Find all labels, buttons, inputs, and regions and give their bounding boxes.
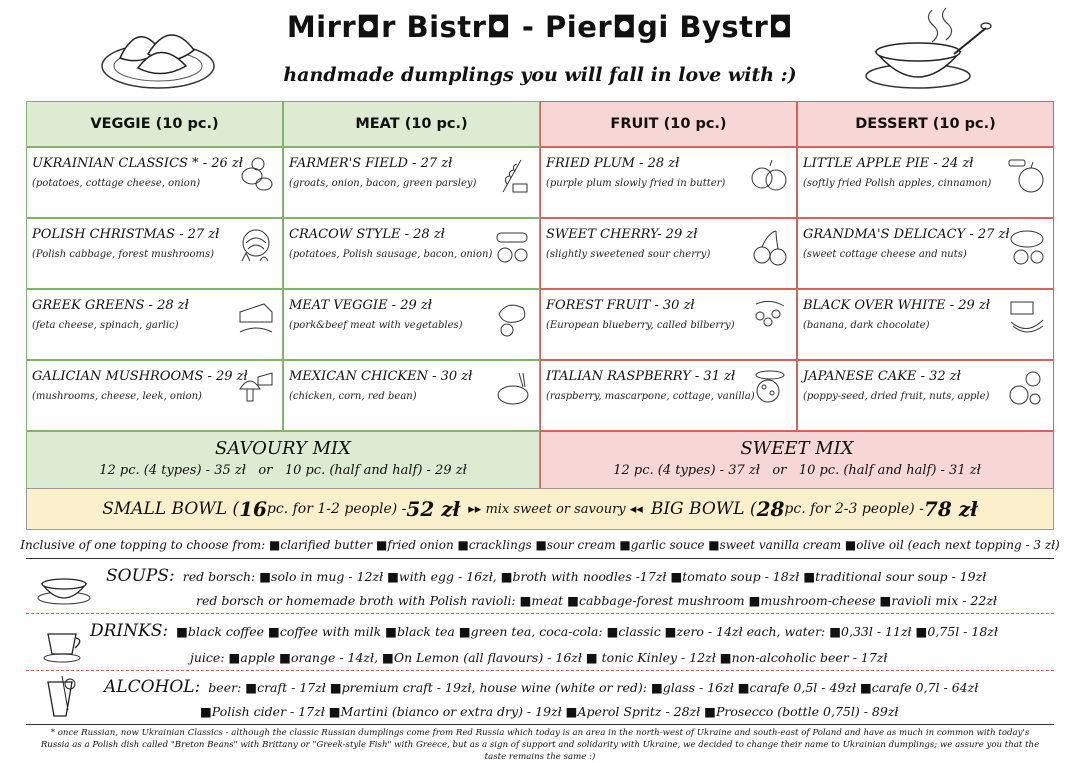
menu-item-description: (potatoes, cottage cheese, onion) — [32, 178, 201, 189]
column-header-dessert: DESSERT (10 pc.) — [797, 101, 1054, 147]
sweet-mix — [540, 431, 1054, 489]
cherry-icon — [750, 227, 790, 267]
menu-item-name: GRANDMA'S DELICACY - 27 zł — [803, 227, 1010, 242]
savoury-mix-option-a: 12 pc. (4 types) - 35 zł — [99, 463, 246, 478]
apple-icon — [1007, 156, 1047, 196]
page-title: Mirr◘r Bistr◘ - Pier◘gi Bystr◘ — [286, 10, 794, 44]
divider — [26, 613, 1054, 614]
menu-item — [797, 218, 1054, 289]
chicken-icon — [493, 369, 533, 409]
alcohol-label: ALCOHOL: — [104, 677, 201, 697]
menu-item-name: JAPANESE CAKE - 32 zł — [803, 369, 961, 384]
menu-item-name: MEAT VEGGIE - 29 zł — [289, 298, 432, 313]
sweet-mix-option-a: 12 pc. (4 types) - 37 zł — [613, 463, 760, 478]
cabbage-icon — [236, 227, 276, 267]
toppings-line: Inclusive of one topping to choose from: ■clarified butter ■fried onion ■cracklings ■sour cream ■garlic souce ■sweet vanilla cream ■olive oil (each next topping - 3 zł) — [20, 538, 1060, 552]
menu-item-description: (softly fried Polish apples, cinnamon) — [803, 178, 992, 189]
menu-item-description: (slightly sweetened sour cherry) — [546, 249, 711, 260]
menu-item-description: (feta cheese, spinach, garlic) — [32, 320, 179, 331]
divider — [26, 558, 1054, 559]
soups-line-1 — [106, 566, 986, 586]
mix-note: ▸▸ mix sweet or savoury ◂◂ — [468, 501, 643, 517]
menu-item — [540, 289, 797, 360]
menu-item — [540, 218, 797, 289]
menu-row — [26, 147, 1054, 218]
menu-item-name: SWEET CHERRY- 29 zł — [546, 227, 698, 242]
sweet-mix-title: SWEET MIX — [740, 438, 854, 459]
savoury-mix-title: SAVOURY MIX — [214, 438, 351, 459]
menu-item-name: GREEK GREENS - 28 zł — [32, 298, 189, 313]
menu-item — [283, 360, 540, 431]
cocktail-glass-icon — [40, 674, 80, 720]
wheat-icon — [493, 156, 533, 196]
menu-item — [26, 360, 283, 431]
nut-icon — [1007, 227, 1047, 267]
potato-icon — [236, 156, 276, 196]
big-bowl-label: BIG BOWL ( — [650, 499, 757, 519]
menu-grid — [26, 101, 1054, 489]
soup-icon — [36, 566, 92, 606]
menu-item-name: FRIED PLUM - 28 zł — [546, 156, 680, 171]
plum-icon — [750, 156, 790, 196]
menu-item-description: (Polish cabbage, forest mushrooms) — [32, 249, 214, 260]
column-header-meat: MEAT (10 pc.) — [283, 101, 540, 147]
sweet-mix-or: or — [772, 463, 787, 478]
menu-item — [26, 289, 283, 360]
savoury-mix-prices — [27, 463, 539, 478]
menu-item-description: (chicken, corn, red bean) — [289, 391, 417, 402]
soups-items-1: red borsch: ■solo in mug - 12zł ■with egg - 16zł, ■broth with noodles -17zł ■tomato soup - 18zł ■traditional sour soup - 19zł — [182, 569, 987, 584]
small-bowl-desc: pc. for 1-2 people) - — [266, 501, 407, 517]
divider — [26, 724, 1054, 725]
menu-item-description: (mushrooms, cheese, leek, onion) — [32, 391, 202, 402]
savoury-mix-option-b: 10 pc. (half and half) - 29 zł — [284, 463, 467, 478]
menu-item — [797, 360, 1054, 431]
menu-item-name: MEXICAN CHICKEN - 30 zł — [289, 369, 473, 384]
drinks-line-1 — [90, 621, 998, 641]
menu-item — [283, 147, 540, 218]
sweet-mix-prices — [541, 463, 1053, 478]
menu-item-description: (raspberry, mascarpone, cottage, vanilla) — [546, 391, 755, 402]
alcohol-line-1 — [104, 677, 978, 697]
menu-item-name: LITTLE APPLE PIE - 24 zł — [803, 156, 974, 171]
menu-item-name: FOREST FRUIT - 30 zł — [546, 298, 695, 313]
menu-item — [26, 147, 283, 218]
mix-row — [26, 431, 1054, 489]
menu-item-description: (European blueberry, called bilberry) — [546, 320, 735, 331]
savoury-mix — [26, 431, 540, 489]
small-bowl-label: SMALL BOWL ( — [102, 499, 240, 519]
header-row — [26, 101, 1054, 147]
alcohol-items-1: beer: ■craft - 17zł ■premium craft - 19zł, house wine (white or red): ■glass - 16zł ■carafe 0,5l - 49zł ■carafe 0,7l - 64zł — [208, 680, 979, 695]
big-bowl-count: 28 — [756, 497, 785, 521]
savoury-mix-or: or — [258, 463, 273, 478]
menu-item-name: GALICIAN MUSHROOMS - 29 zł — [32, 369, 248, 384]
blueberry-icon — [750, 298, 790, 338]
small-bowl-count: 16 — [239, 497, 267, 521]
page-subtitle: handmade dumplings you will fall in love with :) — [283, 64, 797, 86]
menu-item-description: (sweet cottage cheese and nuts) — [803, 249, 967, 260]
sausage-icon — [493, 227, 533, 267]
small-bowl-price: 52 zł — [406, 497, 461, 521]
mushroom-icon — [236, 369, 276, 409]
drinks-label: DRINKS: — [90, 621, 169, 641]
footnote: * once Russian, now Ukrainian Classics - although the classic Russian dumplings come from Red Russia which today is an area in the north-west of Ukraine and south-east of Poland and have as much in common with today's Russia as a Polish dish called "Breton Beans" with Brittany or "Greek-style Fish" with Greece, but as a sign of support and solidarity with Ukraine, we decided to change their name to Ukrainian dumplings; we assure you that the taste remains the same :) — [40, 728, 1040, 762]
menu-item — [797, 289, 1054, 360]
big-bowl-desc: pc. for 2-3 people) - — [784, 501, 924, 517]
menu-item-description: (poppy-seed, dried fruit, nuts, apple) — [803, 391, 990, 402]
soups-line-2: red borsch or homemade broth with Polish ravioli: ■meat ■cabbage-forest mushroom ■mushroom-cheese ■ravioli mix - 22zł — [196, 593, 997, 608]
menu-item — [283, 289, 540, 360]
cheese-icon — [236, 298, 276, 338]
menu-item-name: FARMER'S FIELD - 27 zł — [289, 156, 453, 171]
big-bowl-price: 78 zł — [923, 497, 978, 521]
menu-item-description: (pork&beef meat with vegetables) — [289, 320, 463, 331]
menu-row — [26, 360, 1054, 431]
menu-item — [540, 360, 797, 431]
coffee-cup-icon — [42, 620, 86, 664]
alcohol-line-2: ■Polish cider - 17zł ■Martini (bianco or extra dry) - 19zł ■Aperol Spritz - 28zł ■Prosecco (bottle 0,75l) - 89zł — [200, 704, 899, 719]
menu-item-description: (groats, onion, bacon, green parsley) — [289, 178, 477, 189]
menu-item-description: (banana, dark chocolate) — [803, 320, 930, 331]
poppy-icon — [1007, 369, 1047, 409]
menu-item-name: ITALIAN RASPBERRY - 31 zł — [546, 369, 736, 384]
menu-item-description: (potatoes, Polish sausage, bacon, onion) — [289, 249, 493, 260]
menu-item-description: (purple plum slowly fried in butter) — [546, 178, 726, 189]
drinks-items-1: ■black coffee ■coffee with milk ■black tea ■green tea, coca-cola: ■classic ■zero - 14zł each, water: ■0,33l - 11zł ■0,75l - 18zł — [176, 624, 998, 639]
banana-icon — [1007, 298, 1047, 338]
ham-icon — [493, 298, 533, 338]
divider — [26, 670, 1054, 671]
menu-item — [26, 218, 283, 289]
menu-item-name: BLACK OVER WHITE - 29 zł — [803, 298, 990, 313]
menu-item-name: CRACOW STYLE - 28 zł — [289, 227, 445, 242]
menu-item-name: POLISH CHRISTMAS - 27 zł — [32, 227, 220, 242]
sweet-mix-option-b: 10 pc. (half and half) - 31 zł — [798, 463, 981, 478]
menu-item — [540, 147, 797, 218]
soups-label: SOUPS: — [106, 566, 175, 586]
menu-item — [797, 147, 1054, 218]
menu-item-name: UKRAINIAN CLASSICS * - 26 zł — [32, 156, 243, 171]
menu-row — [26, 218, 1054, 289]
bowl-offer — [26, 488, 1054, 530]
column-header-veggie: VEGGIE (10 pc.) — [26, 101, 283, 147]
raspberry-icon — [750, 369, 790, 409]
menu-row — [26, 289, 1054, 360]
column-header-fruit: FRUIT (10 pc.) — [540, 101, 797, 147]
menu-item — [283, 218, 540, 289]
drinks-line-2: juice: ■apple ■orange - 14zł, ■On Lemon (all flavours) - 16zł ■ tonic Kinley - 12zł ■non-alcoholic beer - 17zł — [190, 650, 888, 665]
